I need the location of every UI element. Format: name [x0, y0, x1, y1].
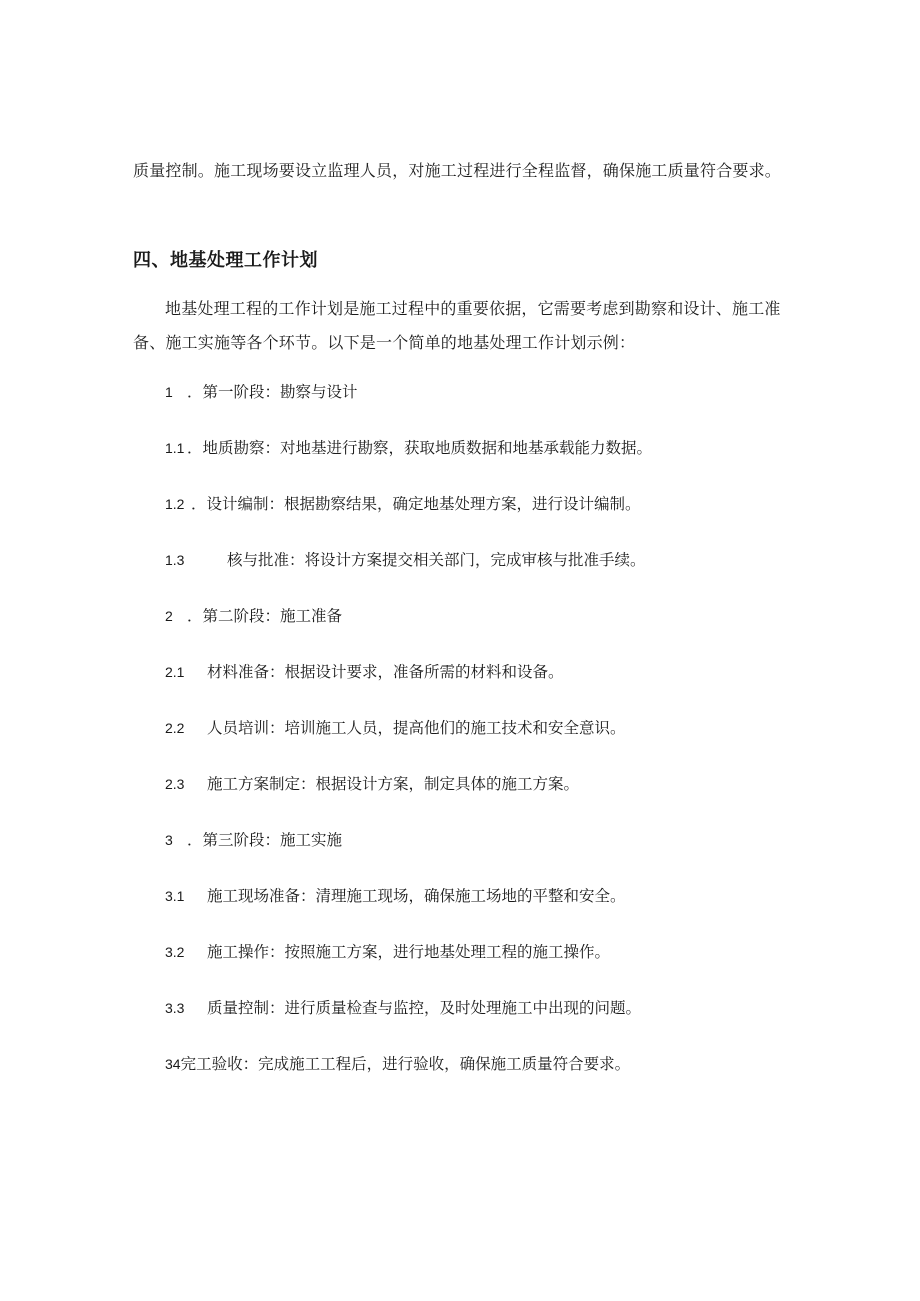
- list-item: [165, 773, 579, 795]
- list-item: [165, 717, 626, 739]
- list-item: [165, 997, 641, 1019]
- item-number: 2.1: [165, 664, 185, 680]
- item-number: 2.2: [165, 720, 185, 736]
- item-number: 3: [165, 832, 173, 848]
- list-item: [165, 381, 358, 403]
- list-item: [165, 885, 626, 907]
- intro-paragraph: 质量控制。施工现场要设立监理人员，对施工过程进行全程监督，确保施工质量符合要求。: [133, 161, 782, 180]
- item-number: 3.3: [165, 1000, 185, 1016]
- item-text: 施工方案制定：根据设计方案，制定具体的施工方案。: [207, 775, 580, 793]
- item-number: 3.1: [165, 888, 185, 904]
- item-number: 1.3: [165, 552, 185, 568]
- item-text: ．设计编制：根据勘察结果，确定地基处理方案，进行设计编制。: [191, 495, 641, 513]
- item-number: 2: [165, 608, 173, 624]
- list-item: [165, 829, 342, 851]
- item-number: 2.3: [165, 776, 185, 792]
- list-item: [165, 941, 610, 963]
- item-text: ．第二阶段：施工准备: [187, 607, 343, 625]
- list-item: [165, 437, 652, 459]
- item-text: 核与批准：将设计方案提交相关部门，完成审核与批准手续。: [227, 551, 646, 569]
- item-number: 3.2: [165, 944, 185, 960]
- item-number: 1.2: [165, 496, 185, 512]
- item-number: 1: [165, 384, 173, 400]
- section-paragraph: 地基处理工程的工作计划是施工过程中的重要依据，它需要考虑到勘察和设计、施工准备、施工实施等各个环节。以下是一个简单的地基处理工作计划示例：: [133, 299, 781, 352]
- item-text: 施工操作：按照施工方案，进行地基处理工程的施工操作。: [207, 943, 611, 961]
- item-text: ．第一阶段：勘察与设计: [187, 383, 358, 401]
- item-text: 材料准备：根据设计要求，准备所需的材料和设备。: [207, 663, 564, 681]
- list-item: [165, 605, 342, 627]
- section-heading: 四、地基处理工作计划: [133, 250, 318, 271]
- item-text: 完工验收：完成施工工程后，进行验收，确保施工质量符合要求。: [180, 1055, 631, 1073]
- list-item: [165, 1053, 630, 1075]
- list-item: [165, 493, 641, 515]
- list-item: [165, 549, 646, 571]
- item-number: 1.1: [165, 440, 185, 456]
- item-text: ．地质勘察：对地基进行勘察，获取地质数据和地基承载能力数据。: [187, 439, 653, 457]
- item-text: 质量控制：进行质量检查与监控，及时处理施工中出现的问题。: [207, 999, 642, 1017]
- list-item: [165, 661, 564, 683]
- item-number: 34: [165, 1056, 181, 1072]
- item-text: 施工现场准备：清理施工现场，确保施工场地的平整和安全。: [207, 887, 626, 905]
- item-text: ．第三阶段：施工实施: [187, 831, 343, 849]
- item-text: 人员培训：培训施工人员，提高他们的施工技术和安全意识。: [207, 719, 626, 737]
